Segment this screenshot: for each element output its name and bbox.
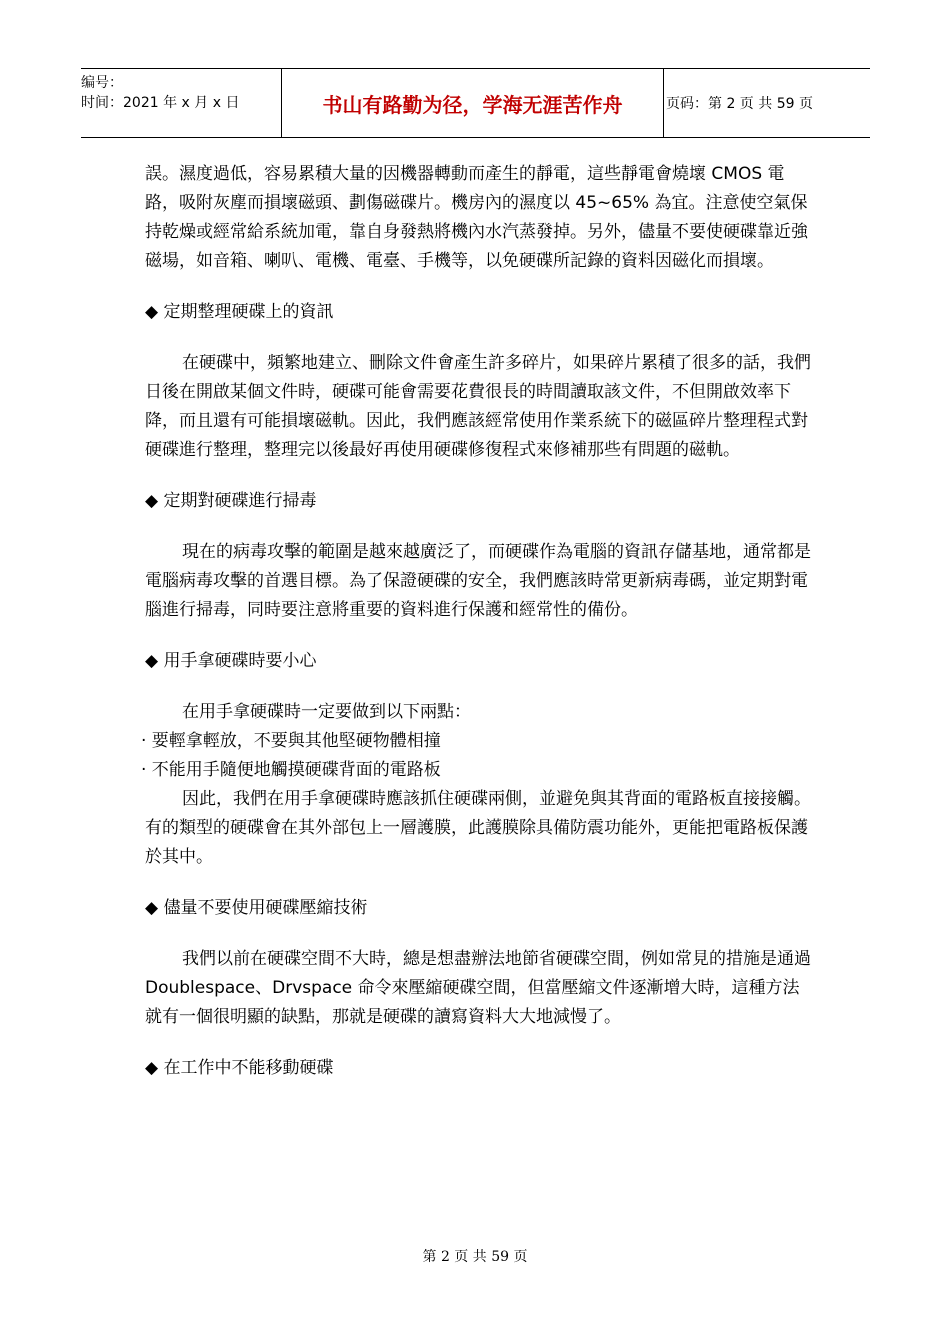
page-footer: 第 2 页 共 59 页 xyxy=(422,1249,528,1265)
list-item: · 不能用手隨便地觸摸硬碟背面的電路板 xyxy=(141,760,441,780)
paragraph: 誤。濕度過低，容易累積大量的因機器轉動而產生的靜電，這些靜電會燒壞 CMOS 電路，吸附灰塵而損壞磁頭、劃傷磁碟片。機房內的濕度以 45~65% 為宜。注意使空氣保持乾燥或經常給系統加電，靠自身發熱將機內水汽蒸發掉。另外，儘量不要使硬碟靠近強磁場，如音箱、喇叭、電機、電臺、手機等，以免硬碟所記錄的資料因磁化而損壞。 xyxy=(145,164,808,271)
section-heading: ◆ 在工作中不能移動硬碟 xyxy=(145,1058,334,1078)
section-heading: ◆ 儘量不要使用硬碟壓縮技術 xyxy=(145,898,368,918)
paragraph: 在硬碟中，頻繁地建立、刪除文件會產生許多碎片，如果碎片累積了很多的話，我們日後在開啟某個文件時，硬碟可能會需要花費很長的時間讀取該文件，不但開啟效率下降，而且還有可能損壞磁軌。因此，我們應該經常使用作業系統下的磁區碎片整理程式對硬碟進行整理，整理完以後最好再使用硬碟修復程式來修補那些有問題的磁軌。 xyxy=(145,353,811,460)
header-page-number: 页码：第 2 页 共 59 页 xyxy=(666,96,813,112)
page-header xyxy=(81,68,870,138)
paragraph: 因此，我們在用手拿硬碟時應該抓住硬碟兩側，並避免與其背面的電路板直接接觸。有的類型的硬碟會在其外部包上一層護膜，此護膜除具備防震功能外，更能把電路板保護於其中。 xyxy=(145,789,811,867)
document-body xyxy=(141,160,815,1083)
paragraph: 現在的病毒攻擊的範圍是越來越廣泛了，而硬碟作為電腦的資訊存儲基地，通常都是電腦病毒攻擊的首選目標。為了保證硬碟的安全，我們應該時常更新病毒碼，並定期對電腦進行掃毒，同時要注意將重要的資料進行保護和經常性的備份。 xyxy=(145,542,811,620)
section-heading: ◆ 定期對硬碟進行掃毒 xyxy=(145,491,317,511)
document-date: 时间：2021 年 x 月 x 日 xyxy=(81,95,240,111)
section-heading: ◆ 定期整理硬碟上的資訊 xyxy=(145,302,334,322)
section-heading: ◆ 用手拿硬碟時要小心 xyxy=(145,651,317,671)
paragraph: 我們以前在硬碟空間不大時，總是想盡辦法地節省硬碟空間，例如常見的措施是通過 Doublespace、Drvspace 命令來壓縮硬碟空間，但當壓縮文件逐漸增大時，這種方法就有一個很明顯的缺點，那就是硬碟的讀寫資料大大地減慢了。 xyxy=(145,949,811,1027)
header-motto: 书山有路勤为径，学海无涯苦作舟 xyxy=(281,69,664,137)
document-number: 编号： xyxy=(81,75,123,91)
paragraph: 在用手拿硬碟時一定要做到以下兩點： xyxy=(182,702,471,722)
list-item: · 要輕拿輕放，不要與其他堅硬物體相撞 xyxy=(141,731,441,751)
header-meta xyxy=(81,69,281,137)
